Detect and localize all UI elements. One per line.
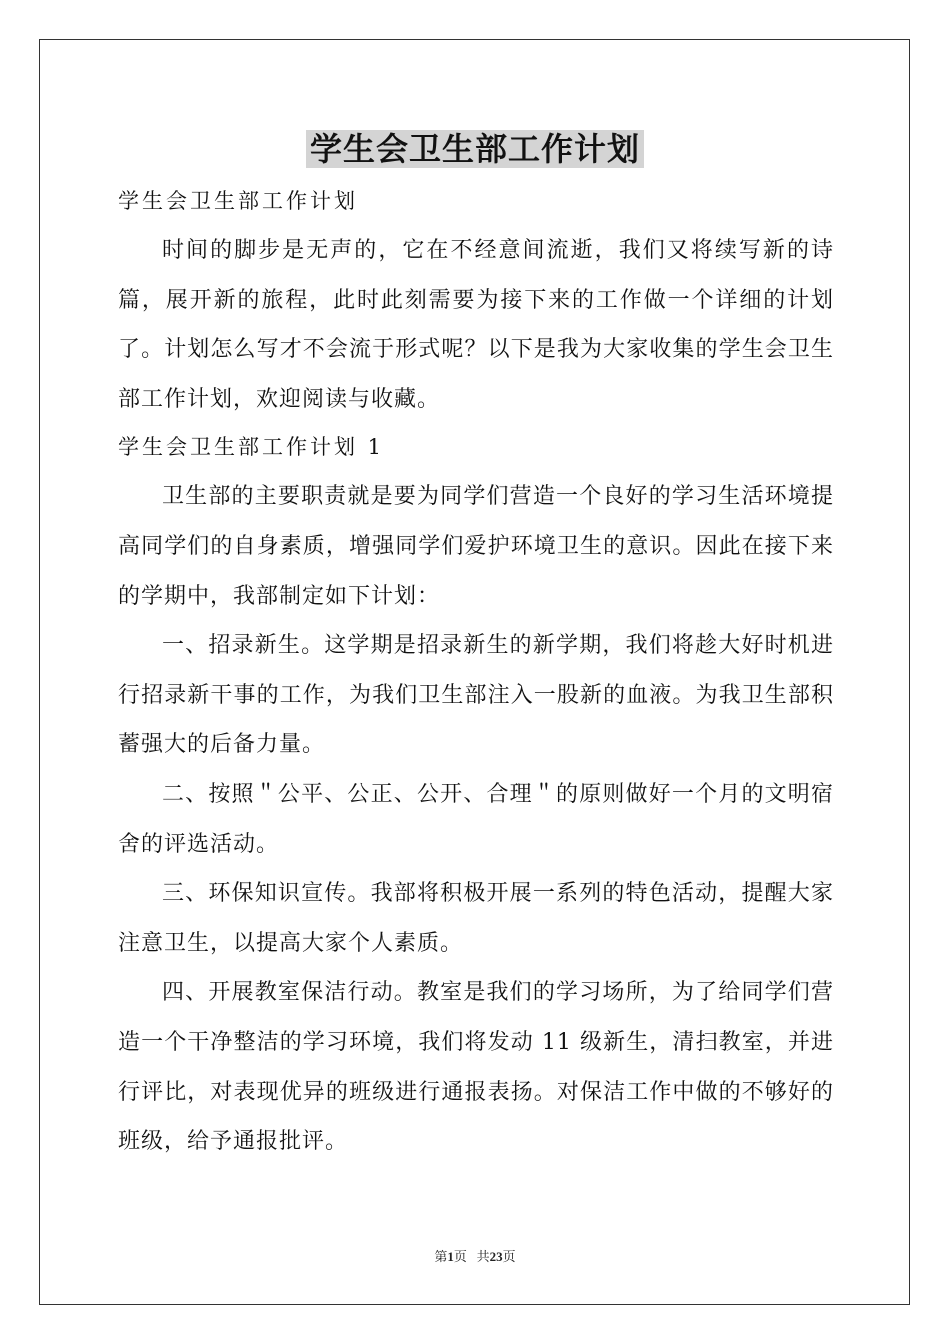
document-body (118, 178, 834, 1167)
page-total: 23 (489, 1249, 503, 1264)
body-paragraph-2: 一、招录新生。这学期是招录新生的新学期，我们将趁大好时机进行招录新干事的工作，为我们卫生部注入一股新的血液。为我卫生部积蓄强大的后备力量。 (118, 633, 834, 758)
total-suffix: 页 (502, 1249, 516, 1264)
document-title-text: 学生会卫生部工作计划 (306, 130, 644, 168)
document-subtitle: 学生会卫生部工作计划 (118, 189, 358, 213)
body-paragraph-5: 四、开展教室保洁行动。教室是我们的学习场所，为了给同学们营造一个干净整洁的学习环境，我们将发动 11 级新生，清扫教室，并进行评比，对表现优异的班级进行通报表扬。对保洁工作中做的不够好的班级，给予通报批评。 (118, 980, 834, 1155)
body-paragraph-1: 卫生部的主要职责就是要为同学们营造一个良好的学习生活环境提高同学们的自身素质，增强同学们爱护环境卫生的意识。因此在接下来的学期中，我部制定如下计划： (118, 484, 834, 609)
section-title: 学生会卫生部工作计划 1 (118, 435, 385, 460)
total-prefix: 共 (476, 1249, 490, 1264)
body-paragraph-3: 二、按照＂公平、公正、公开、合理＂的原则做好一个月的文明宿舍的评选活动。 (118, 781, 834, 857)
document-title (0, 125, 950, 173)
page-footer (0, 1247, 950, 1267)
intro-paragraph: 时间的脚步是无声的，它在不经意间流逝，我们又将续写新的诗篇，展开新的旅程，此时此刻需要为接下来的工作做一个详细的计划了。计划怎么写才不会流于形式呢？以下是我为大家收集的学生会卫生部工作计划，欢迎阅读与收藏。 (118, 238, 834, 412)
body-paragraph-4: 三、环保知识宣传。我部将积极开展一系列的特色活动，提醒大家注意卫生，以提高大家个人素质。 (118, 881, 834, 956)
page-suffix: 页 (453, 1249, 467, 1264)
page-current: 1 (447, 1249, 454, 1264)
page-prefix: 第 (434, 1249, 448, 1264)
